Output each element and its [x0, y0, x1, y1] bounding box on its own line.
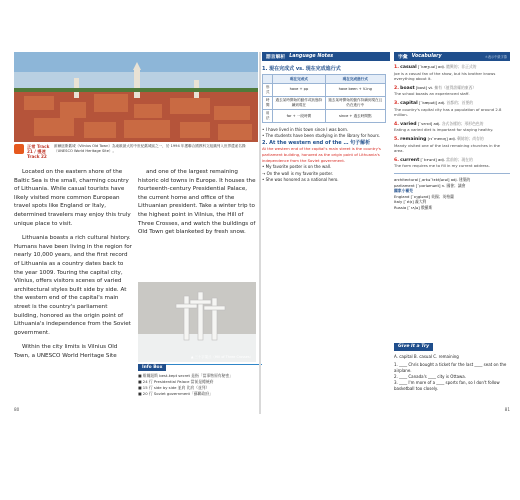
- ln-example: • She was honored as a national hero.: [262, 176, 339, 182]
- article-column-a: [14, 168, 132, 366]
- ln-example: • The students have been studying in the library for hours.: [262, 133, 381, 139]
- right-page: [262, 52, 510, 414]
- info-column-a: [138, 373, 256, 397]
- vocab-word: boast: [400, 85, 415, 91]
- table-row: [263, 83, 386, 96]
- photo2-caption: ▲ 三十字架丘（Hill of Three Crosses）: [190, 355, 253, 359]
- language-notes-header: [262, 52, 390, 61]
- ln-title-2: 2. At the western end of the … 句子解析: [262, 139, 371, 146]
- table-row: [263, 109, 386, 122]
- info-line: ■ 15 行 side by side 並肩 比肩（並列）: [138, 385, 210, 390]
- vocab-list: [394, 64, 510, 169]
- vocab-pos: [ˋvɛrɪd] adj.: [417, 120, 441, 126]
- vocabulary-panel: [394, 52, 510, 210]
- vocab-number: 4.: [394, 121, 399, 127]
- article-paragraph: and one of the largest remaining historic old towns in Europe. It houses the fourteenth-century Presidential Palace, the current home and office of the Lithuanian president. Take a winter trip to the highest point in Vilnius, the Hill of Three Crosses, and watch the buildings of Old Town get blanketed by fresh snow.: [138, 169, 256, 236]
- table-header: [263, 75, 273, 84]
- ln-sentence: At the western end of the capital's main street is the country's parliament building, honored as the origin point of Lithuania's independence from the Soviet government.: [262, 145, 381, 164]
- vocab-item: [394, 100, 510, 118]
- vocab-word: capital: [400, 100, 418, 106]
- ln-example: • My favorite poster is on the wall.: [262, 164, 332, 170]
- photo-caption: [14, 144, 258, 162]
- vocab-header-cn: 字彙: [398, 55, 408, 60]
- audio-qr-icon[interactable]: [14, 144, 24, 154]
- article-paragraph: Located on the eastern shore of the Baltic Sea is the small, charming country of Lithuania. While casual tourists have likely visited more common European travel spots like England or Italy, determined travelers may enjoy this truly unique place to visit.: [14, 169, 131, 227]
- article-paragraph: Lithuania boasts a rich cultural history. Humans have been living in the region for nearly 10,000 years, and the first record of Lithuania as a country dates back to the year 1009. Touring the capital city, Vilnius, offers visitors scenes of varied architectural styles built side by side. At the western end of the capital's main street is the country's parliament building, honored as the origin point of Lithuania's independence from the Soviet government.: [14, 235, 132, 336]
- give-it-a-try-header: Give It a Try: [394, 343, 433, 351]
- table-header: 現在完成進行式: [325, 75, 385, 84]
- vocab-definition: 首都的；首要的: [446, 99, 474, 105]
- ln-title: 1. 現在完成式 vs. 現在完成進行式: [262, 66, 341, 72]
- vocab-number: 5.: [394, 136, 399, 142]
- vocab-definition: 當前的；現在的: [446, 156, 473, 162]
- article-paragraph: Within the city limits is Vilnius Old Town, a UNESCO World Heritage Site: [14, 344, 118, 359]
- vocab-item: [394, 136, 510, 154]
- info-box-tag: Info Box: [138, 364, 166, 371]
- table-cell: 形式: [263, 83, 273, 96]
- vocab-definition: 剩餘的；尚存的: [457, 135, 484, 141]
- vocab-word: casual: [400, 65, 417, 70]
- info-line: ■ 維爾紐斯 best-kept secret 是指「當事物原有秘密」: [138, 373, 233, 378]
- book-spine: [259, 52, 261, 414]
- table-cell: for + 一段時間: [273, 109, 325, 122]
- vocab-pos: [rɪˋmenɪŋ] adj.: [427, 135, 456, 141]
- table-cell: since + 過去時間點: [325, 109, 385, 122]
- vocab-word: current: [400, 157, 420, 163]
- give-it-a-try: [394, 332, 510, 392]
- vocab-example: The school boasts an experienced staff.: [394, 91, 470, 97]
- vocab-item: [394, 64, 510, 82]
- audio-tracks: 正常 Track 21 / 慢速 Track 22: [27, 144, 50, 159]
- table-cell: 過去某時開始的動作持續到現在且仍在進行中: [325, 96, 385, 109]
- table-cell: 用法: [263, 109, 273, 122]
- vocab-item: [394, 157, 510, 169]
- table-cell: 時間: [263, 96, 273, 109]
- tense-table: [262, 74, 386, 123]
- ln-header-cn: 語言解析: [266, 55, 286, 60]
- exercise-question: 2. ____ Canada's ____ city is Ottawa.: [394, 374, 467, 379]
- country-item: Russia [ˋrʌʃə] 俄羅斯: [394, 204, 433, 210]
- vocab-example: Mandy visited one of the last remaining churches in the area.: [394, 142, 500, 154]
- table-cell: have been + V-ing: [325, 83, 385, 96]
- vocab-pos: [ˋkæʒuəl] adj.: [417, 64, 445, 69]
- ln-header-en: Language Notes: [289, 54, 334, 59]
- vocab-definition: 隨興的；非正式的: [446, 64, 477, 69]
- article-column-b: [138, 168, 256, 243]
- ln-example: → On the wall is my favorite poster.: [262, 170, 334, 176]
- vocab-word: varied: [400, 121, 417, 127]
- vocab-example: The form requires me to fill in my current address.: [394, 163, 490, 169]
- page-number: 81: [504, 407, 510, 412]
- hill-of-three-crosses-photo: [138, 282, 256, 362]
- vocab-extra-item: parliament [ˋpɑrləmənt] n. 國會；議會: [394, 182, 466, 188]
- vocab-definition: 各式各樣的；形形色色的: [441, 120, 484, 126]
- vocab-example: Joe is a casual fan of the show, but his brother knows everything about it.: [394, 70, 496, 82]
- vocab-header-en: Vocabulary: [411, 54, 442, 59]
- vocab-extra: [394, 173, 510, 211]
- vocab-pos: [bost] vt.: [415, 84, 434, 90]
- info-line: ■ 24 行 Presidential Palace 當前是總統府: [138, 379, 214, 384]
- vocab-definition: 擁有（值得誇耀的東西）: [434, 84, 477, 90]
- vocab-pos: [ˋkɝənt] adj.: [420, 156, 445, 162]
- vocabulary-header: [394, 52, 510, 61]
- vocab-item: [394, 121, 510, 133]
- vilnius-old-town-photo: [14, 52, 258, 142]
- answer-options: A. capital B. casual C. remaining: [394, 354, 459, 359]
- table-cell: 過去某時開始的動作或狀態持續到現在: [273, 96, 325, 109]
- language-notes: [262, 52, 390, 183]
- country-item: England [ˋɪŋɡlənd] 英國；英格蘭: [394, 193, 454, 199]
- ln-body: [262, 127, 390, 183]
- vocab-extra-item: architectural [ˌɑrkəˋtɛktʃərəl] adj. 建築的: [394, 176, 471, 182]
- country-item: Italy [ˋɪtḷɪ] 義大利: [394, 199, 427, 205]
- vocab-example: Eating a varied diet is important for staying healthy.: [394, 127, 494, 133]
- vocab-number: 1.: [394, 65, 399, 70]
- table-row: [263, 96, 386, 109]
- vocab-item: [394, 85, 510, 97]
- vocab-word: remaining: [400, 136, 427, 142]
- vocab-number: 6.: [394, 157, 399, 163]
- vocab-note: ＊表示中級字彙: [484, 55, 507, 59]
- page-number: 80: [14, 407, 20, 412]
- caption-text: 維爾紐斯舊城（Vilnius Old Town）為東歐最大的中世紀舊城區之一，於 1994 年獲聯合國教科文組織列入世界遺產名錄（UNESCO World Heritage Site）。: [54, 144, 246, 153]
- vocab-pos: [ˋkæpətḷ] adj.: [418, 99, 446, 105]
- exercise-question: 3. ____ I'm more of a ____ sports fan, so I don't follow basketball too closely.: [394, 380, 500, 391]
- ln-example: • I have lived in this town since I was born.: [262, 127, 349, 133]
- vocab-number: 2.: [394, 85, 399, 91]
- left-page: [14, 52, 258, 414]
- table-header: 現在完成式: [273, 75, 325, 84]
- info-line: ■ 20 行 Soviet government「蘇聯政府」: [138, 391, 213, 396]
- table-cell: have + pp: [273, 83, 325, 96]
- country-label: 國家小補充: [394, 188, 413, 194]
- vocab-number: 3.: [394, 100, 399, 106]
- exercise-question: 1. ____ Chris bought a ticket for the last ____ seat on the airplane.: [394, 362, 507, 373]
- vocab-example: The country's capital city has a population of around 2.8 million.: [394, 106, 502, 118]
